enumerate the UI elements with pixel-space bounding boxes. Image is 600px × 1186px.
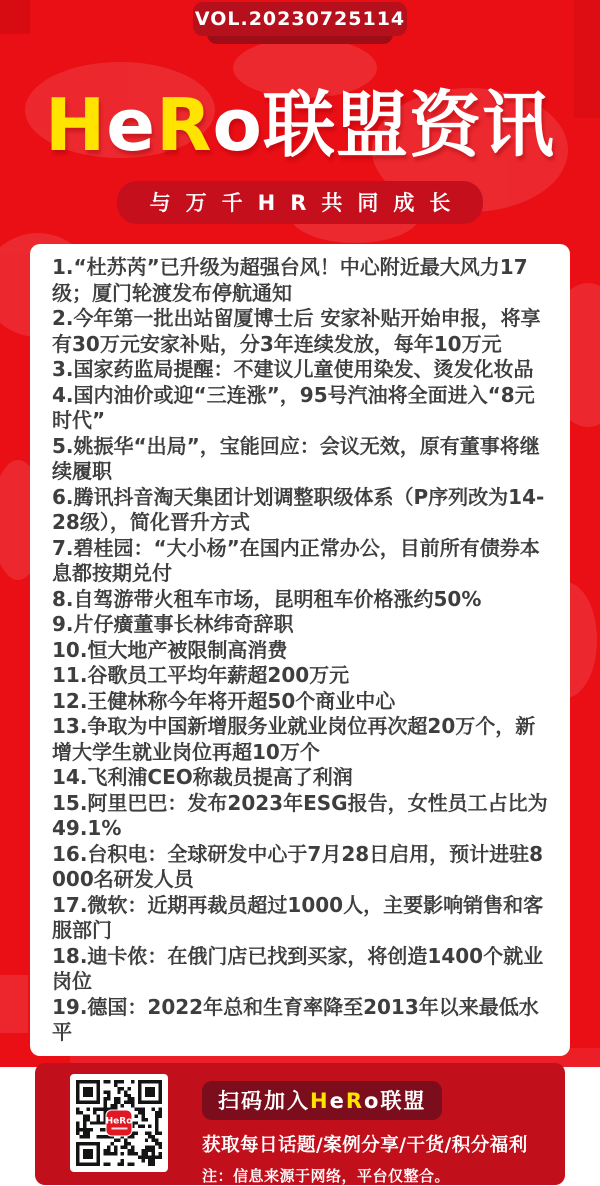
news-item: 14.飞利浦CEO称裁员提高了利润 <box>52 765 353 790</box>
page-title <box>0 82 600 168</box>
news-card <box>30 244 570 1056</box>
news-item: 15.阿里巴巴：发布2023年ESG报告，女性员工占比为49.1% <box>52 790 548 841</box>
cta-segment: R <box>345 1088 364 1113</box>
news-item: 19.德国：2022年总和生育率降至2013年以来最低水平 <box>52 994 539 1045</box>
benefits-text: 获取每日话题/案例分享/干货/积分福利 <box>202 1134 528 1156</box>
news-item: 1.“杜苏芮”已升级为超强台风！中心附近最大风力17级；厦门轮渡发布停航通知 <box>52 255 528 305</box>
subtitle-banner <box>117 181 484 224</box>
news-item: 4.国内油价或迎“三连涨”，95号汽油将全面进入“8元时代” <box>52 382 535 433</box>
qr-logo <box>106 1109 133 1136</box>
news-item: 8.自驾游带火租车市场，昆明租车价格涨约50% <box>52 586 482 611</box>
volume-text: VOL.20230725114 <box>194 8 406 30</box>
footer-text-block <box>202 1081 528 1186</box>
qr-logo-text: HeRo <box>105 1116 133 1127</box>
volume-badge-front <box>193 2 407 36</box>
qr-logo-tagline-bar <box>111 1127 127 1129</box>
news-item: 7.碧桂园：“大小杨”在国内正常办公，目前所有债券本息都按期兑付 <box>52 535 540 586</box>
volume-badge <box>0 0 600 46</box>
masthead <box>0 0 600 224</box>
news-item: 11.谷歌员工平均年薪超200万元 <box>52 663 350 688</box>
news-item: 18.迪卡侬：在俄门店已找到买家，将创造1400个就业岗位 <box>52 943 544 994</box>
title-segment: e <box>106 83 157 167</box>
source-note: 注：信息来源于网络，平台仅整合。 <box>202 1166 451 1185</box>
cta-segment: H <box>310 1088 330 1113</box>
news-item: 13.争取为中国新增服务业就业岗位再次超20万个，新增大学生就业岗位再超10万个 <box>52 714 536 764</box>
news-item: 6.腾讯抖音淘天集团计划调整职级体系（P序列改为14-28级），简化晋升方式 <box>52 484 545 535</box>
news-item: 2.今年第一批出站留厦博士后 安家补贴开始申报，将享有30万元安家补贴，分3年连续发放，每年10万元 <box>52 306 541 356</box>
background-accent-bottom-left <box>0 975 28 1033</box>
cta-segment: e <box>329 1088 346 1113</box>
footer-card <box>35 1063 565 1185</box>
cta-segment: o <box>364 1088 381 1113</box>
subtitle-text: 与万千HR共同成长 <box>149 191 466 216</box>
news-item: 5.姚振华“出局”，宝能回应：会议无效，原有董事将继续履职 <box>52 433 540 484</box>
news-item: 12.王健林称今年将开超50个商业中心 <box>52 688 396 713</box>
title-segment: H <box>44 83 107 167</box>
news-item: 3.国家药监局提醒：不建议儿童使用染发、烫发化妆品 <box>52 357 534 382</box>
cta-segment: 扫码加入 <box>218 1088 310 1113</box>
title-segment: 联盟资讯 <box>263 83 556 167</box>
title-segment: o <box>212 83 263 167</box>
title-segment: R <box>156 83 213 167</box>
qr-code <box>70 1074 168 1172</box>
news-item: 16.台积电：全球研发中心于7月28日启用，预计进驻8000名研发人员 <box>52 841 544 892</box>
news-item: 9.片仔癀董事长林纬奇辞职 <box>52 612 294 637</box>
news-item: 17.微软：近期再裁员超过1000人，主要影响销售和客服部门 <box>52 892 544 943</box>
news-item: 10.恒大地产被限制高消费 <box>52 637 288 662</box>
cta-segment: 联盟 <box>380 1088 427 1113</box>
join-cta-badge <box>202 1081 442 1120</box>
